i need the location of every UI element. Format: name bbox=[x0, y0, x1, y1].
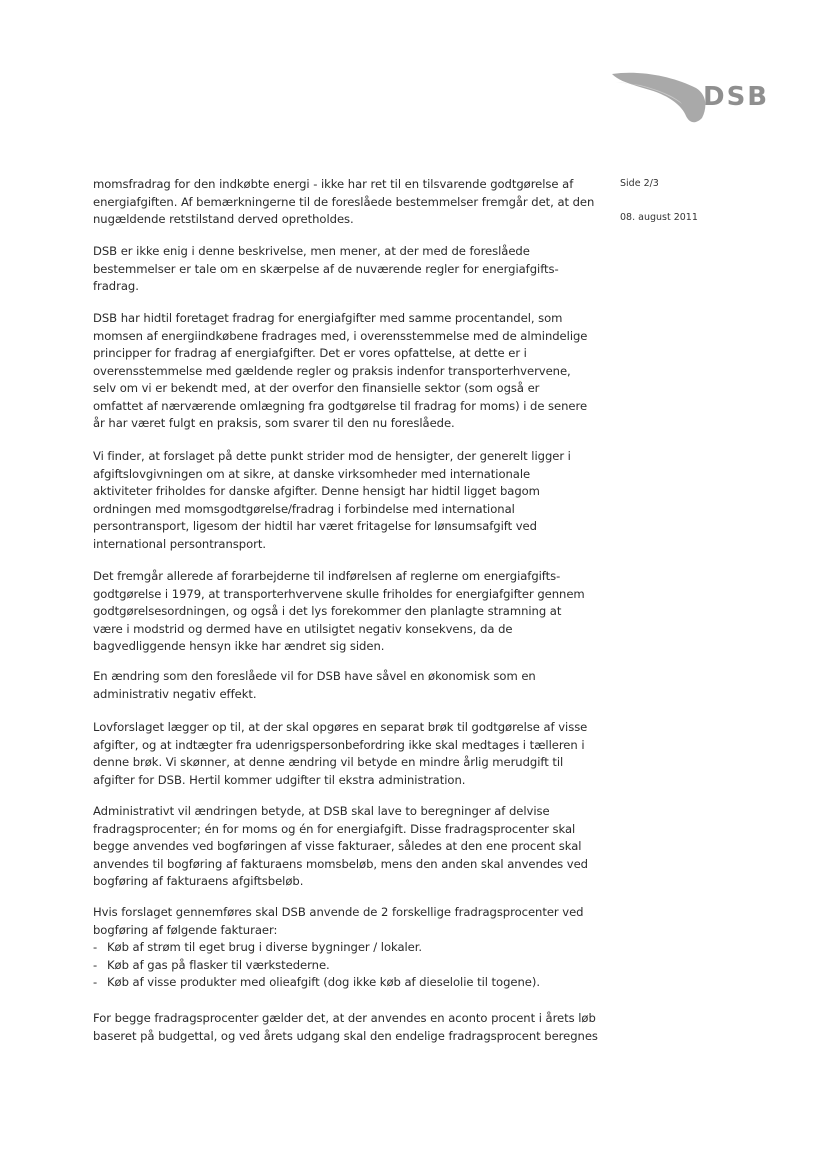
paragraph-1 bbox=[93, 176, 598, 229]
bullet-marker: - bbox=[93, 957, 98, 972]
text-line: denne brøk. Vi skønner, at denne ændring vil betyde en mindre årlig merudgift til bbox=[93, 755, 564, 769]
bullet-item bbox=[93, 939, 598, 957]
text-line: ordningen med momsgodtgørelse/fradrag i forbindelse med international bbox=[93, 501, 515, 516]
text-line: selv om vi er bekendt med, at der overfor den finansielle sektor (som også er bbox=[93, 381, 540, 395]
text-line: momsen af energiindkøbene fradrages med, i overensstemmelse med de almindelige bbox=[93, 328, 588, 343]
text-line: nugældende retstilstand derved opretholdes. bbox=[93, 212, 354, 226]
text-line: energiafgiften. Af bemærkningerne til de foreslåede bestemmelser fremgår det, at den bbox=[93, 194, 595, 209]
bullet-item bbox=[93, 974, 598, 992]
logo-text: DSB bbox=[703, 82, 770, 112]
text-line: godtgørelse i 1979, at transporterhvervene skulle friholdes for energiafgifter gennem bbox=[93, 586, 585, 601]
text-line: baseret på budgettal, og ved årets udgang skal den endelige fradragsprocent beregnes bbox=[93, 1028, 598, 1043]
text-line: international persontransport. bbox=[93, 536, 266, 551]
bullet-text: Køb af gas på flasker til værkstederne. bbox=[107, 957, 330, 972]
text-line: Administrativt vil ændringen betyde, at DSB skal lave to beregninger af delvise bbox=[93, 804, 550, 818]
text-line: afgifter, og at indtægter fra udenrigspersonbefordring ikke skal medtages i tælleren i bbox=[93, 737, 585, 752]
paragraph-9 bbox=[93, 904, 598, 992]
text-line: overensstemmelse med gældende regler og praksis indenfor transporterhvervene, bbox=[93, 363, 571, 378]
document-date: 08. august 2011 bbox=[620, 212, 698, 223]
text-line: Vi finder, at forslaget på dette punkt strider mod de hensigter, der generelt ligger i bbox=[93, 449, 571, 463]
text-line: år har været fulgt en praksis, som svarer til den nu foreslåede. bbox=[93, 416, 455, 430]
text-line: bogføring af fakturaens afgiftsbeløb. bbox=[93, 874, 304, 888]
paragraph-6 bbox=[93, 668, 598, 703]
text-line: begge anvendes ved bogføringen af visse fakturaer, således at den ene procent skal bbox=[93, 839, 582, 853]
bullet-marker: - bbox=[93, 975, 98, 989]
text-line: afgifter for DSB. Hertil kommer udgifter til ekstra administration. bbox=[93, 772, 466, 787]
text-line: DSB har hidtil foretaget fradrag for energiafgifter med samme procentandel, som bbox=[93, 311, 563, 325]
paragraph-2 bbox=[93, 243, 598, 296]
text-line: omfattet af nærværende omlægning fra godtgørelse til fradrag for moms) i de senere bbox=[93, 398, 588, 413]
paragraph-8 bbox=[93, 803, 598, 891]
text-line: bogføring af følgende fakturaer: bbox=[93, 922, 278, 937]
page-number: Side 2/3 bbox=[620, 178, 659, 189]
paragraph-7 bbox=[93, 719, 598, 789]
bullet-text: Køb af strøm til eget brug i diverse bygninger / lokaler. bbox=[107, 940, 423, 954]
text-line: anvendes til bogføring af fakturaens momsbeløb, mens den anden skal anvendes ved bbox=[93, 856, 588, 871]
text-line: fradrag. bbox=[93, 279, 139, 293]
text-line: afgiftslovgivningen om at sikre, at danske virksomheder med internationale bbox=[93, 466, 531, 481]
text-line: bestemmelser er tale om en skærpelse af de nuværende regler for energiafgifts- bbox=[93, 261, 559, 276]
text-line: principper for fradrag af energiafgifter. Det er vores opfattelse, at dette er i bbox=[93, 346, 527, 360]
text-line: momsfradrag for den indkøbte energi - ikke har ret til en tilsvarende godtgørelse af bbox=[93, 177, 574, 191]
text-line: persontransport, ligesom der hidtil har været fritagelse for lønsumsafgift ved bbox=[93, 519, 537, 533]
paragraph-10 bbox=[93, 1010, 598, 1045]
text-line: En ændring som den foreslåede vil for DSB have såvel en økonomisk som en bbox=[93, 669, 536, 683]
text-line: aktiviteter friholdes for danske afgifter. Denne hensigt har hidtil ligget bagom bbox=[93, 484, 540, 498]
text-line: For begge fradragsprocenter gælder det, at der anvendes en aconto procent i årets løb bbox=[93, 1011, 596, 1025]
bullet-item bbox=[93, 957, 598, 975]
bullet-marker: - bbox=[93, 940, 98, 954]
text-line: være i modstrid og dermed have en utilsigtet negativ konsekvens, da de bbox=[93, 621, 513, 636]
text-line: Hvis forslaget gennemføres skal DSB anvende de 2 forskellige fradragsprocenter ved bbox=[93, 905, 584, 919]
paragraph-5 bbox=[93, 568, 598, 656]
text-line: fradragsprocenter; én for moms og én for energiafgift. Disse fradragsprocenter skal bbox=[93, 821, 576, 836]
paragraph-4 bbox=[93, 448, 598, 553]
paragraph-3 bbox=[93, 310, 598, 433]
text-line: administrativ negativ effekt. bbox=[93, 686, 257, 701]
text-line: Det fremgår allerede af forarbejderne til indførelsen af reglerne om energiafgifts- bbox=[93, 569, 561, 583]
bullet-text: Køb af visse produkter med olieafgift (dog ikke køb af dieselolie til togene). bbox=[107, 975, 540, 989]
text-line: bagvedliggende hensyn ikke har ændret sig siden. bbox=[93, 639, 385, 653]
text-line: DSB er ikke enig i denne beskrivelse, men mener, at der med de foreslåede bbox=[93, 244, 530, 258]
text-line: Lovforslaget lægger op til, at der skal opgøres en separat brøk til godtgørelse af visse bbox=[93, 720, 588, 734]
text-line: godtgørelsesordningen, og også i det lys forekommer den planlagte stramning at bbox=[93, 604, 562, 618]
